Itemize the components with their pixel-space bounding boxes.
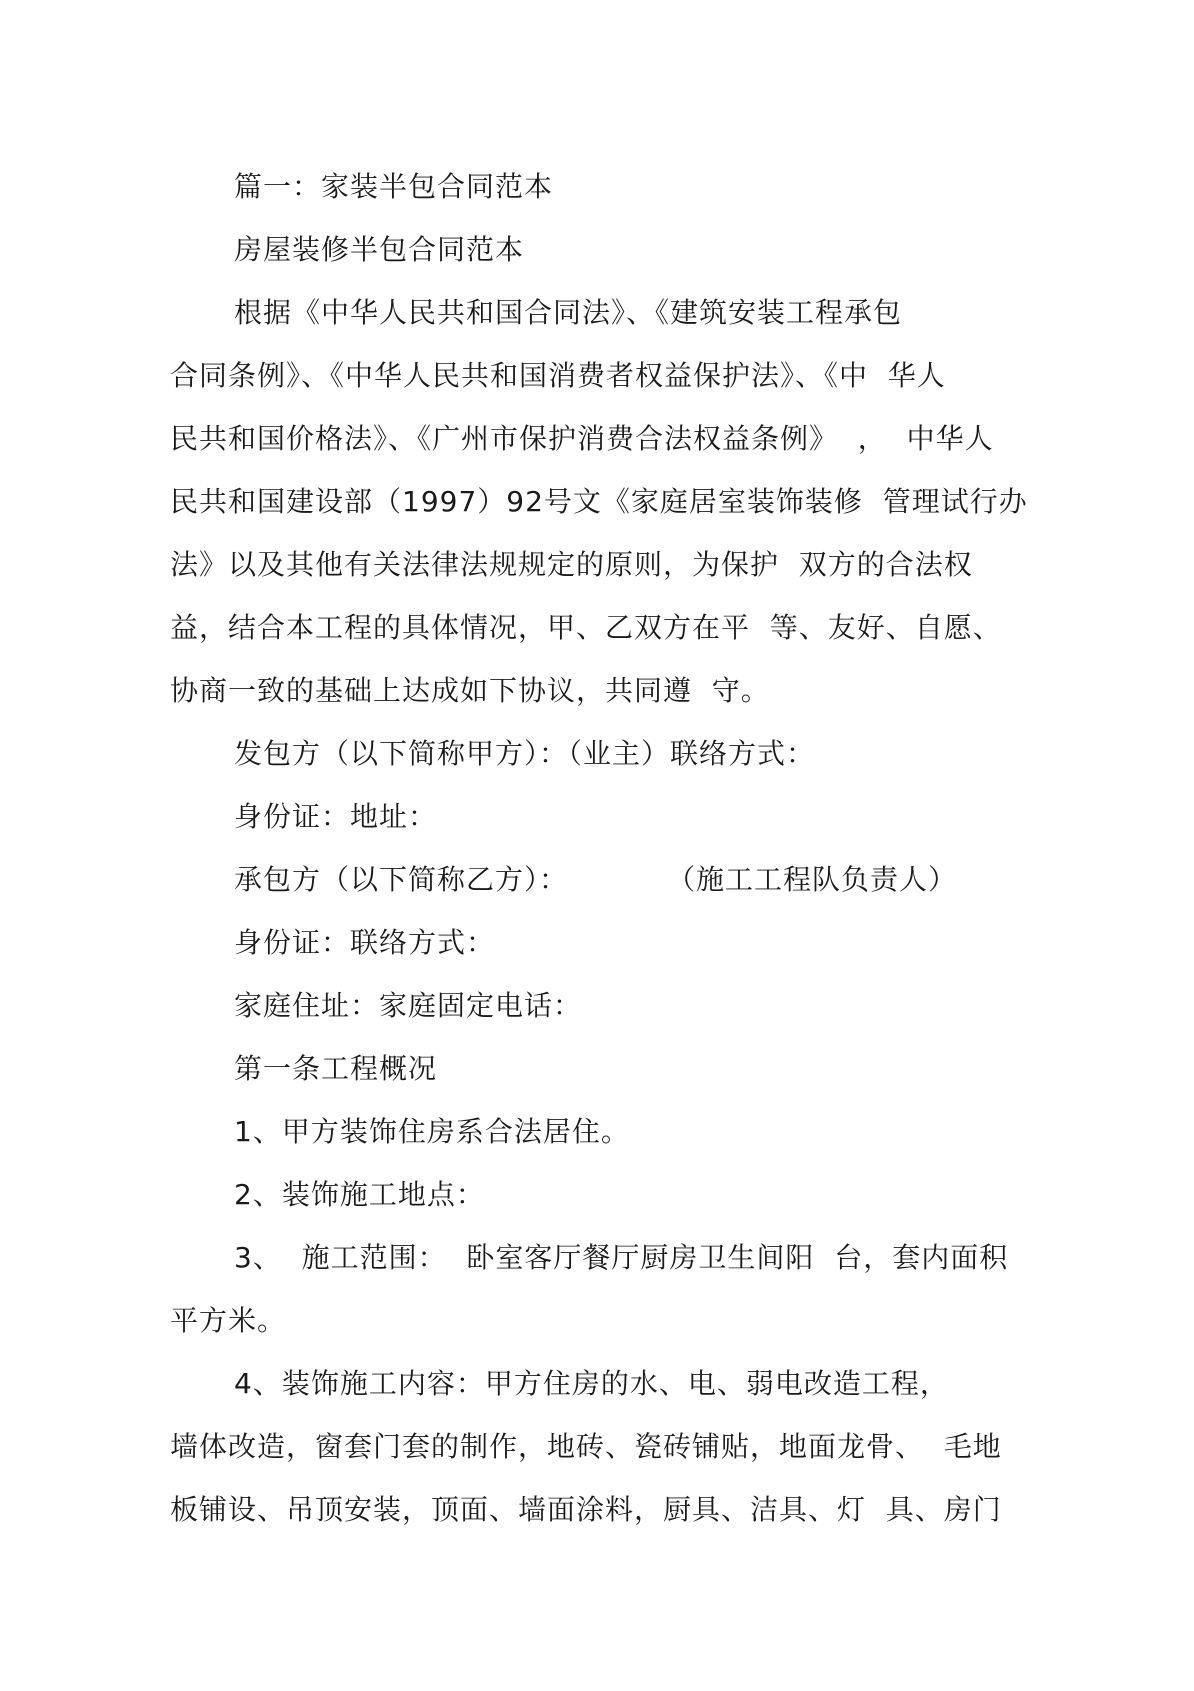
article-heading: 第一条工程概况 xyxy=(234,1052,438,1085)
party-a-id-line: 身份证：地址： xyxy=(234,800,438,833)
list-item: 2、装饰施工地点： xyxy=(234,1178,485,1211)
list-item: 1、甲方装饰住房系合法居住。 xyxy=(234,1115,630,1148)
list-item-continuation: 平方米。 xyxy=(170,1304,287,1337)
paragraph-line: 益，结合本工程的具体情况，甲、乙双方在平 等、友好、自愿、 xyxy=(170,611,1002,644)
paragraph-line: 法》以及其他有关法律法规规定的原则，为保护 双方的合法权 xyxy=(170,548,973,581)
contract-title: 房屋装修半包合同范本 xyxy=(234,233,525,266)
list-item: 4、装饰施工内容：甲方住房的水、电、弱电改造工程， xyxy=(234,1367,949,1400)
paragraph-line: 协商一致的基础上达成如下协议，共同遵 守。 xyxy=(170,674,770,707)
paragraph-line: 民共和国建设部（1997）92号文《家庭居室装饰装修 管理试行办 xyxy=(170,485,1028,518)
paragraph-line: 民共和国价格法》、《广州市保护消费合法权益条例》 ， 中华人 xyxy=(170,422,994,455)
paragraph-line: 合同条例》、《中华人民共和国消费者权益保护法》、《中 华人 xyxy=(170,359,946,392)
list-item-continuation: 板铺设、吊顶安装，顶面、墙面涂料，厨具、洁具、灯 具、房门 xyxy=(170,1493,1002,1526)
paragraph-line: 根据《中华人民共和国合同法》、《建筑安装工程承包 xyxy=(234,296,903,329)
party-a-line: 发包方（以下简称甲方）：（业主）联络方式： xyxy=(234,737,816,770)
party-b-id-line: 身份证：联络方式： xyxy=(234,926,496,959)
list-item-continuation: 墙体改造，窗套门套的制作，地砖、瓷砖铺贴，地面龙骨、 毛地 xyxy=(170,1430,1002,1463)
home-address-line: 家庭住址：家庭固定电话： xyxy=(234,989,583,1022)
section-title: 篇一：家装半包合同范本 xyxy=(234,170,554,203)
list-item: 3、 施工范围： 卧室客厅餐厅厨房卫生间阳 台，套内面积 xyxy=(234,1241,1009,1274)
party-b-line: 承包方（以下简称乙方）： （施工工程队负责人） xyxy=(234,863,958,896)
